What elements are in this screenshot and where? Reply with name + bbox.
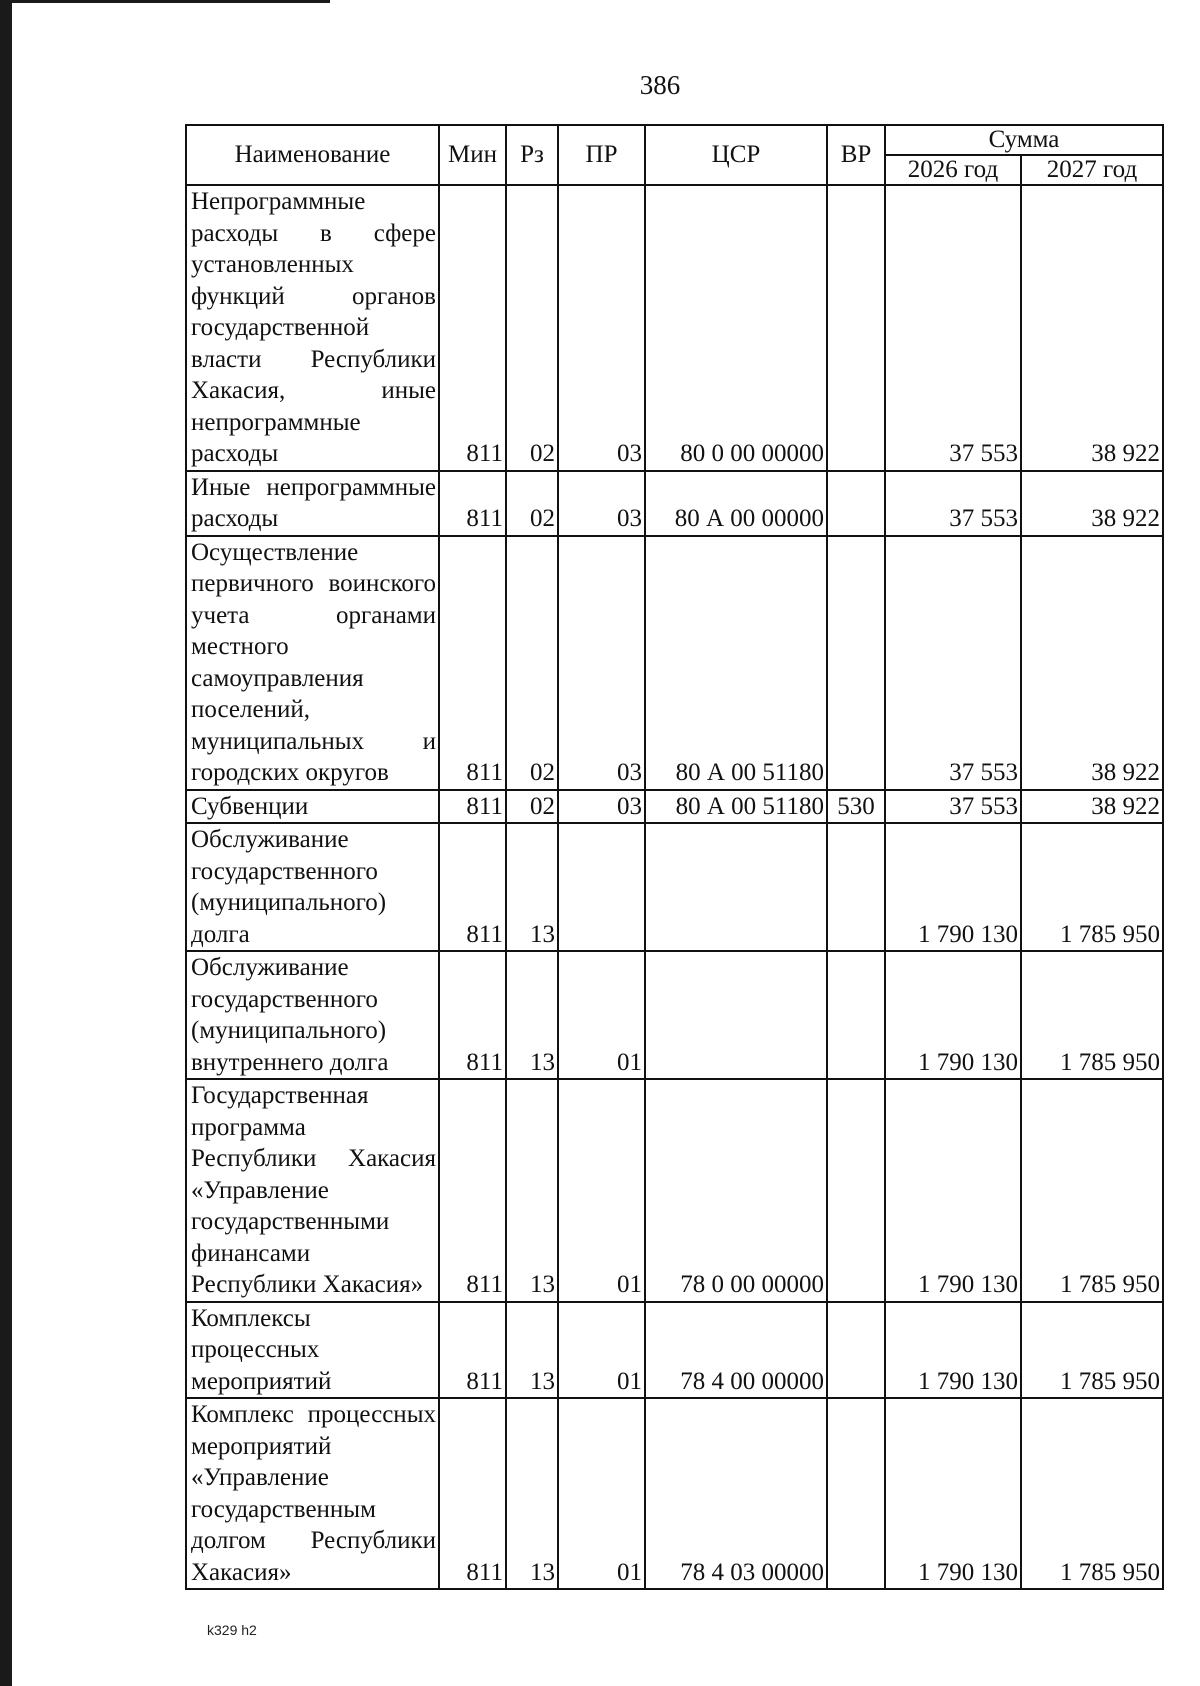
row-min: 811 <box>439 536 506 790</box>
row-sum-2027: 38 922 <box>1021 471 1163 536</box>
row-vr <box>827 1398 885 1589</box>
table-row <box>186 1302 1163 1399</box>
row-name: Непрограммные расходы в сфере установленных функций органов государственной власти Республики Хакасия, иные непрограммные расходы <box>186 185 439 471</box>
row-min: 811 <box>439 790 506 824</box>
row-csr: 78 4 00 00000 <box>645 1302 827 1399</box>
row-rz: 13 <box>506 1302 558 1399</box>
row-rz: 02 <box>506 471 558 536</box>
row-vr <box>827 536 885 790</box>
row-pr: 03 <box>558 790 645 824</box>
row-vr <box>827 1302 885 1399</box>
row-csr <box>645 951 827 1079</box>
row-name: Субвенции <box>186 790 439 824</box>
row-rz: 02 <box>506 185 558 471</box>
row-name: Государственная программа Республики Хакасия «Управление государственными финансами Республики Хакасия» <box>186 1079 439 1302</box>
row-sum-2026: 37 553 <box>885 790 1021 824</box>
row-pr: 01 <box>558 1398 645 1589</box>
header-vr: ВР <box>827 125 885 185</box>
row-csr: 80 0 00 00000 <box>645 185 827 471</box>
row-name: Комплексы процессных мероприятий <box>186 1302 439 1399</box>
row-pr: 01 <box>558 951 645 1079</box>
footer-document-code: k329 h2 <box>207 1622 257 1638</box>
table-row <box>186 185 1163 471</box>
header-year-2027: 2027 год <box>1021 155 1163 185</box>
row-rz: 13 <box>506 1079 558 1302</box>
row-min: 811 <box>439 951 506 1079</box>
table-row <box>186 1079 1163 1302</box>
row-vr <box>827 1079 885 1302</box>
row-vr <box>827 471 885 536</box>
row-pr: 03 <box>558 185 645 471</box>
row-pr <box>558 823 645 951</box>
row-name: Осуществление первичного воинского учета органами местного самоуправления поселений, муниципальных и городских округов <box>186 536 439 790</box>
table-row <box>186 823 1163 951</box>
row-vr <box>827 823 885 951</box>
table-row <box>186 536 1163 790</box>
row-rz: 13 <box>506 1398 558 1589</box>
scan-edge-shadow <box>0 0 12 1686</box>
row-min: 811 <box>439 1079 506 1302</box>
row-rz: 13 <box>506 951 558 1079</box>
table-row <box>186 790 1163 824</box>
row-sum-2027: 1 785 950 <box>1021 1079 1163 1302</box>
row-min: 811 <box>439 471 506 536</box>
row-sum-2026: 37 553 <box>885 185 1021 471</box>
row-name: Иные непрограммные расходы <box>186 471 439 536</box>
table-row <box>186 471 1163 536</box>
row-csr: 80 А 00 51180 <box>645 790 827 824</box>
row-sum-2026: 1 790 130 <box>885 1398 1021 1589</box>
budget-table <box>185 124 1164 1590</box>
row-rz: 02 <box>506 790 558 824</box>
row-min: 811 <box>439 1398 506 1589</box>
row-name: Обслуживание государственного (муниципального) долга <box>186 823 439 951</box>
row-vr: 530 <box>827 790 885 824</box>
row-pr: 01 <box>558 1079 645 1302</box>
header-min: Мин <box>439 125 506 185</box>
table-row <box>186 1398 1163 1589</box>
table-row <box>186 951 1163 1079</box>
row-rz: 02 <box>506 536 558 790</box>
row-sum-2026: 1 790 130 <box>885 823 1021 951</box>
header-sum: Сумма <box>885 125 1163 155</box>
row-min: 811 <box>439 823 506 951</box>
row-csr: 78 0 00 00000 <box>645 1079 827 1302</box>
page-number: 386 <box>639 70 681 100</box>
scan-top-line <box>0 0 330 3</box>
row-rz: 13 <box>506 823 558 951</box>
row-vr <box>827 951 885 1079</box>
row-vr <box>827 185 885 471</box>
row-pr: 03 <box>558 471 645 536</box>
header-year-2026: 2026 год <box>885 155 1021 185</box>
row-csr: 80 А 00 00000 <box>645 471 827 536</box>
row-name: Комплекс процессных мероприятий «Управление государственным долгом Республики Хакасия» <box>186 1398 439 1589</box>
header-pr: ПР <box>558 125 645 185</box>
row-sum-2027: 1 785 950 <box>1021 951 1163 1079</box>
row-sum-2027: 1 785 950 <box>1021 1302 1163 1399</box>
row-name: Обслуживание государственного (муниципального) внутреннего долга <box>186 951 439 1079</box>
row-csr: 80 А 00 51180 <box>645 536 827 790</box>
header-name: Наименование <box>186 125 439 185</box>
row-sum-2026: 37 553 <box>885 471 1021 536</box>
row-sum-2027: 38 922 <box>1021 185 1163 471</box>
row-min: 811 <box>439 185 506 471</box>
row-sum-2027: 38 922 <box>1021 536 1163 790</box>
row-pr: 01 <box>558 1302 645 1399</box>
header-rz: Рз <box>506 125 558 185</box>
row-sum-2027: 38 922 <box>1021 790 1163 824</box>
row-min: 811 <box>439 1302 506 1399</box>
row-sum-2026: 1 790 130 <box>885 1079 1021 1302</box>
row-csr: 78 4 03 00000 <box>645 1398 827 1589</box>
header-csr: ЦСР <box>645 125 827 185</box>
row-csr <box>645 823 827 951</box>
row-sum-2027: 1 785 950 <box>1021 823 1163 951</box>
row-sum-2026: 1 790 130 <box>885 1302 1021 1399</box>
row-sum-2027: 1 785 950 <box>1021 1398 1163 1589</box>
row-sum-2026: 37 553 <box>885 536 1021 790</box>
row-sum-2026: 1 790 130 <box>885 951 1021 1079</box>
row-pr: 03 <box>558 536 645 790</box>
